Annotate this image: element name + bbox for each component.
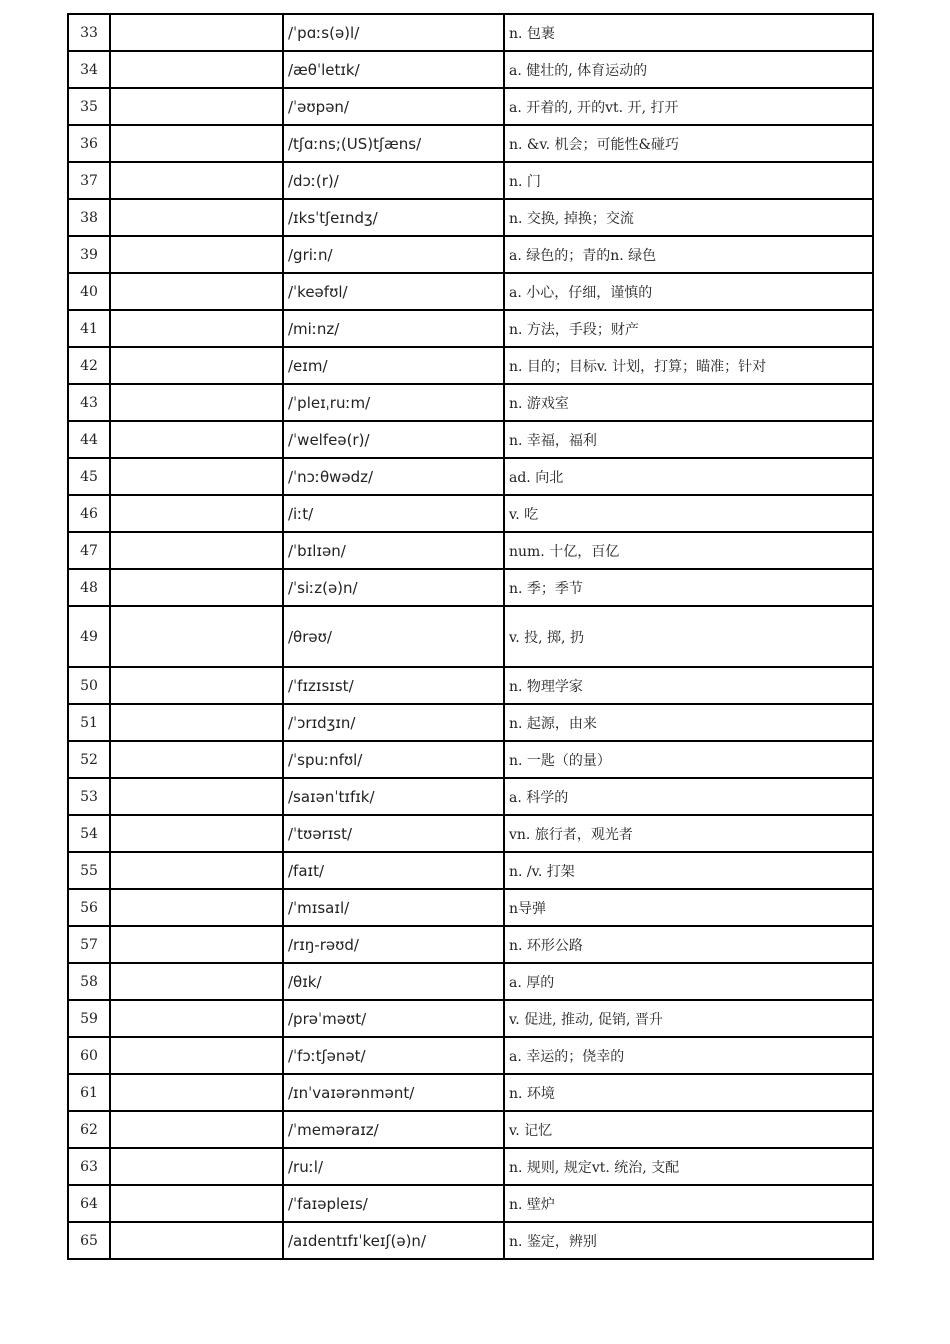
phonetic-cell: /ˈfɪzɪsɪst/ bbox=[283, 667, 504, 704]
phonetic-cell: /tʃɑːns;(US)tʃæns/ bbox=[283, 125, 504, 162]
definition-cell: a. 健壮的, 体育运动的 bbox=[504, 51, 873, 88]
row-number-cell: 47 bbox=[68, 532, 110, 569]
definition-cell: n. 季；季节 bbox=[504, 569, 873, 606]
phonetic-cell: /ˈmeməraɪz/ bbox=[283, 1111, 504, 1148]
table-row bbox=[68, 1148, 873, 1185]
definition-cell: a. 绿色的；青的n. 绿色 bbox=[504, 236, 873, 273]
word-cell bbox=[110, 310, 283, 347]
definition-cell: n. 鉴定，辨别 bbox=[504, 1222, 873, 1259]
word-cell bbox=[110, 1000, 283, 1037]
definition-cell: n. /v. 打架 bbox=[504, 852, 873, 889]
phonetic-cell: /eɪm/ bbox=[283, 347, 504, 384]
row-number-cell: 51 bbox=[68, 704, 110, 741]
vocabulary-table bbox=[67, 13, 874, 1260]
row-number-cell: 36 bbox=[68, 125, 110, 162]
phonetic-cell: /ˈnɔːθwədz/ bbox=[283, 458, 504, 495]
word-cell bbox=[110, 1111, 283, 1148]
phonetic-cell: /faɪt/ bbox=[283, 852, 504, 889]
phonetic-cell: /ˈtʊərɪst/ bbox=[283, 815, 504, 852]
row-number-cell: 58 bbox=[68, 963, 110, 1000]
row-number-cell: 61 bbox=[68, 1074, 110, 1111]
definition-cell: a. 小心，仔细，谨慎的 bbox=[504, 273, 873, 310]
word-cell bbox=[110, 14, 283, 51]
phonetic-cell: /ɪnˈvaɪərənmənt/ bbox=[283, 1074, 504, 1111]
word-cell bbox=[110, 532, 283, 569]
definition-cell: v. 吃 bbox=[504, 495, 873, 532]
phonetic-cell: /aɪdentɪfɪˈkeɪʃ(ə)n/ bbox=[283, 1222, 504, 1259]
row-number-cell: 49 bbox=[68, 606, 110, 667]
row-number-cell: 63 bbox=[68, 1148, 110, 1185]
word-cell bbox=[110, 273, 283, 310]
definition-cell: v. 促进, 推动, 促销, 晋升 bbox=[504, 1000, 873, 1037]
table-row bbox=[68, 606, 873, 667]
word-cell bbox=[110, 1222, 283, 1259]
phonetic-cell: /dɔː(r)/ bbox=[283, 162, 504, 199]
table-row bbox=[68, 14, 873, 51]
word-cell bbox=[110, 236, 283, 273]
phonetic-cell: /ˈfaɪəpleɪs/ bbox=[283, 1185, 504, 1222]
phonetic-cell: /æθˈletɪk/ bbox=[283, 51, 504, 88]
word-cell bbox=[110, 815, 283, 852]
row-number-cell: 53 bbox=[68, 778, 110, 815]
phonetic-cell: /miːnz/ bbox=[283, 310, 504, 347]
definition-cell: n. 一匙（的量） bbox=[504, 741, 873, 778]
definition-cell: n导弹 bbox=[504, 889, 873, 926]
table-row bbox=[68, 569, 873, 606]
row-number-cell: 56 bbox=[68, 889, 110, 926]
word-cell bbox=[110, 162, 283, 199]
phonetic-cell: /ˈəʊpən/ bbox=[283, 88, 504, 125]
table-row bbox=[68, 51, 873, 88]
definition-cell: n. 交换, 掉换；交流 bbox=[504, 199, 873, 236]
word-cell bbox=[110, 495, 283, 532]
phonetic-cell: /iːt/ bbox=[283, 495, 504, 532]
row-number-cell: 60 bbox=[68, 1037, 110, 1074]
word-cell bbox=[110, 889, 283, 926]
row-number-cell: 34 bbox=[68, 51, 110, 88]
table-row bbox=[68, 1037, 873, 1074]
table-row bbox=[68, 667, 873, 704]
word-cell bbox=[110, 606, 283, 667]
row-number-cell: 65 bbox=[68, 1222, 110, 1259]
word-cell bbox=[110, 667, 283, 704]
phonetic-cell: /ruːl/ bbox=[283, 1148, 504, 1185]
word-cell bbox=[110, 125, 283, 162]
row-number-cell: 46 bbox=[68, 495, 110, 532]
word-cell bbox=[110, 963, 283, 1000]
row-number-cell: 35 bbox=[68, 88, 110, 125]
phonetic-cell: /saɪənˈtɪfɪk/ bbox=[283, 778, 504, 815]
definition-cell: n. 起源，由来 bbox=[504, 704, 873, 741]
definition-cell: n. 门 bbox=[504, 162, 873, 199]
phonetic-cell: /ˈbɪlɪən/ bbox=[283, 532, 504, 569]
definition-cell: n. 幸福，福利 bbox=[504, 421, 873, 458]
phonetic-cell: /griːn/ bbox=[283, 236, 504, 273]
row-number-cell: 37 bbox=[68, 162, 110, 199]
vocabulary-table-body bbox=[68, 14, 873, 1259]
definition-cell: v. 记忆 bbox=[504, 1111, 873, 1148]
row-number-cell: 42 bbox=[68, 347, 110, 384]
table-row bbox=[68, 421, 873, 458]
table-row bbox=[68, 1074, 873, 1111]
table-row bbox=[68, 1185, 873, 1222]
definition-cell: ad. 向北 bbox=[504, 458, 873, 495]
word-cell bbox=[110, 1185, 283, 1222]
definition-cell: n. 目的；目标v. 计划，打算；瞄准；针对 bbox=[504, 347, 873, 384]
word-cell bbox=[110, 199, 283, 236]
word-cell bbox=[110, 1148, 283, 1185]
word-cell bbox=[110, 421, 283, 458]
definition-cell: a. 开着的, 开的vt. 开, 打开 bbox=[504, 88, 873, 125]
table-row bbox=[68, 236, 873, 273]
table-row bbox=[68, 125, 873, 162]
table-row bbox=[68, 199, 873, 236]
word-cell bbox=[110, 926, 283, 963]
definition-cell: n. 环境 bbox=[504, 1074, 873, 1111]
phonetic-cell: /ɪksˈtʃeɪndʒ/ bbox=[283, 199, 504, 236]
phonetic-cell: /rɪŋ-rəʊd/ bbox=[283, 926, 504, 963]
definition-cell: a. 幸运的；侥幸的 bbox=[504, 1037, 873, 1074]
table-row bbox=[68, 458, 873, 495]
word-cell bbox=[110, 778, 283, 815]
word-cell bbox=[110, 347, 283, 384]
phonetic-cell: /θɪk/ bbox=[283, 963, 504, 1000]
row-number-cell: 48 bbox=[68, 569, 110, 606]
row-number-cell: 33 bbox=[68, 14, 110, 51]
definition-cell: n. 壁炉 bbox=[504, 1185, 873, 1222]
row-number-cell: 55 bbox=[68, 852, 110, 889]
table-row bbox=[68, 815, 873, 852]
word-cell bbox=[110, 384, 283, 421]
row-number-cell: 64 bbox=[68, 1185, 110, 1222]
phonetic-cell: /ˈfɔːtʃənət/ bbox=[283, 1037, 504, 1074]
table-row bbox=[68, 741, 873, 778]
word-cell bbox=[110, 569, 283, 606]
definition-cell: n. 环形公路 bbox=[504, 926, 873, 963]
row-number-cell: 40 bbox=[68, 273, 110, 310]
word-cell bbox=[110, 1074, 283, 1111]
table-row bbox=[68, 704, 873, 741]
phonetic-cell: /θrəʊ/ bbox=[283, 606, 504, 667]
phonetic-cell: /ˈwelfeə(r)/ bbox=[283, 421, 504, 458]
word-cell bbox=[110, 741, 283, 778]
row-number-cell: 43 bbox=[68, 384, 110, 421]
row-number-cell: 45 bbox=[68, 458, 110, 495]
row-number-cell: 54 bbox=[68, 815, 110, 852]
phonetic-cell: /ˈpɑːs(ə)l/ bbox=[283, 14, 504, 51]
phonetic-cell: /ˈmɪsaɪl/ bbox=[283, 889, 504, 926]
table-row bbox=[68, 926, 873, 963]
table-row bbox=[68, 1222, 873, 1259]
definition-cell: n. 包裹 bbox=[504, 14, 873, 51]
definition-cell: a. 科学的 bbox=[504, 778, 873, 815]
table-row bbox=[68, 778, 873, 815]
phonetic-cell: /ˈsiːz(ə)n/ bbox=[283, 569, 504, 606]
word-cell bbox=[110, 704, 283, 741]
table-row bbox=[68, 347, 873, 384]
definition-cell: n. 方法，手段；财产 bbox=[504, 310, 873, 347]
row-number-cell: 50 bbox=[68, 667, 110, 704]
phonetic-cell: /ˈkeəfʊl/ bbox=[283, 273, 504, 310]
definition-cell: n. 游戏室 bbox=[504, 384, 873, 421]
table-row bbox=[68, 852, 873, 889]
table-row bbox=[68, 889, 873, 926]
table-row bbox=[68, 384, 873, 421]
definition-cell: num. 十亿，百亿 bbox=[504, 532, 873, 569]
definition-cell: n. 物理学家 bbox=[504, 667, 873, 704]
table-row bbox=[68, 273, 873, 310]
row-number-cell: 62 bbox=[68, 1111, 110, 1148]
word-cell bbox=[110, 51, 283, 88]
row-number-cell: 39 bbox=[68, 236, 110, 273]
definition-cell: v. 投, 掷, 扔 bbox=[504, 606, 873, 667]
definition-cell: n. &v. 机会；可能性&碰巧 bbox=[504, 125, 873, 162]
row-number-cell: 38 bbox=[68, 199, 110, 236]
row-number-cell: 57 bbox=[68, 926, 110, 963]
table-row bbox=[68, 162, 873, 199]
table-row bbox=[68, 532, 873, 569]
word-cell bbox=[110, 458, 283, 495]
row-number-cell: 44 bbox=[68, 421, 110, 458]
table-row bbox=[68, 88, 873, 125]
table-row bbox=[68, 1000, 873, 1037]
row-number-cell: 52 bbox=[68, 741, 110, 778]
word-cell bbox=[110, 852, 283, 889]
table-row bbox=[68, 963, 873, 1000]
table-row bbox=[68, 310, 873, 347]
row-number-cell: 41 bbox=[68, 310, 110, 347]
phonetic-cell: /ˈɔrɪdʒɪn/ bbox=[283, 704, 504, 741]
table-row bbox=[68, 495, 873, 532]
phonetic-cell: /ˈpleɪˌruːm/ bbox=[283, 384, 504, 421]
definition-cell: vn. 旅行者，观光者 bbox=[504, 815, 873, 852]
phonetic-cell: /prəˈməʊt/ bbox=[283, 1000, 504, 1037]
row-number-cell: 59 bbox=[68, 1000, 110, 1037]
table-row bbox=[68, 1111, 873, 1148]
definition-cell: n. 规则, 规定vt. 统治, 支配 bbox=[504, 1148, 873, 1185]
phonetic-cell: /ˈspuːnfʊl/ bbox=[283, 741, 504, 778]
definition-cell: a. 厚的 bbox=[504, 963, 873, 1000]
word-cell bbox=[110, 88, 283, 125]
word-cell bbox=[110, 1037, 283, 1074]
